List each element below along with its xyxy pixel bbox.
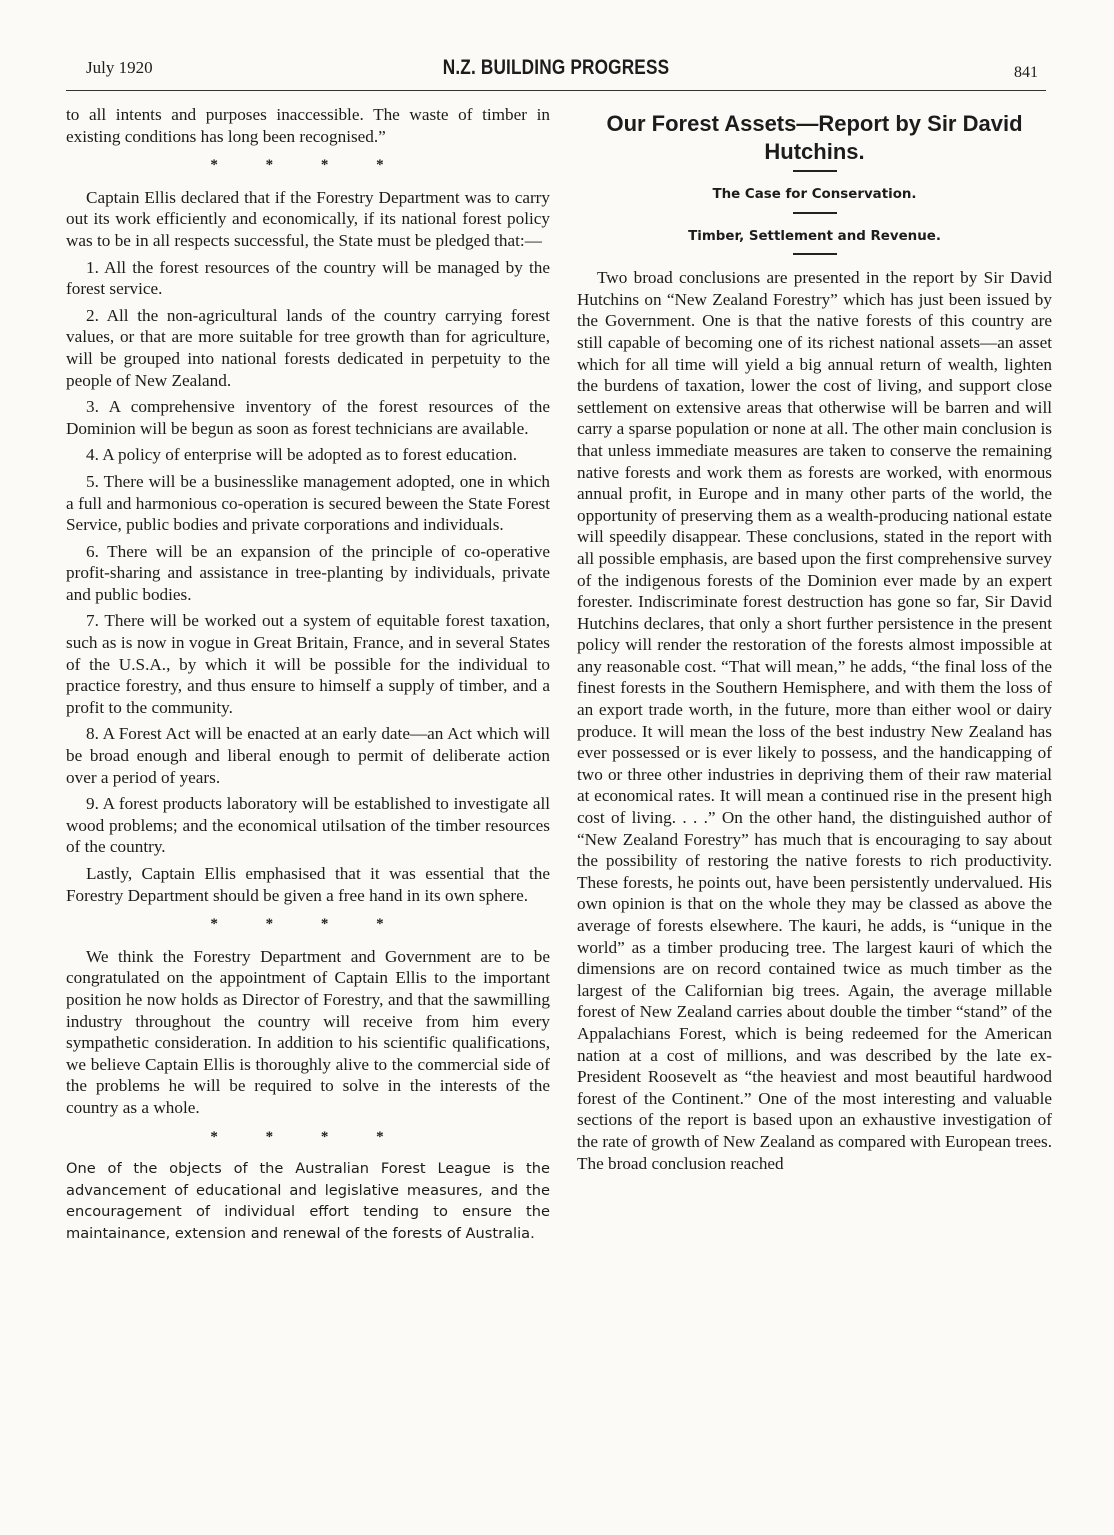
continued-paragraph: to all intents and purposes inaccessible. The waste of timber in existing conditions has long been recognised.” bbox=[66, 105, 550, 146]
divider-rule bbox=[793, 253, 837, 255]
publication-title: N.Z. BUILDING PROGRESS bbox=[442, 56, 670, 79]
pledge-item-2: 2. All the non-agricultural lands of the country carrying forest values, or that are more suitable for tree growth than for agriculture, will be grouped into national forests dedicated in perpetuity to the people of New Zealand. bbox=[66, 305, 550, 390]
pledge-item-7: 7. There will be worked out a system of equitable forest taxation, such as is now in vogue in Great Britain, France, and in several States of the U.S.A., by which it will be possible for the individual to practice forestry, and thus ensure to himself a supply of timber, and a profit to the community. bbox=[66, 611, 550, 717]
article-subtitle: The Case for Conservation. bbox=[712, 187, 917, 202]
article-subtitle: Timber, Settlement and Revenue. bbox=[688, 228, 941, 244]
pledge-item-1: 1. All the forest resources of the country will be managed by the forest service. bbox=[66, 257, 550, 299]
pledge-item-5: 5. There will be a businesslike management adopted, one in which a full and harmonious co-operation is secured beween the State Forest Service, public bodies and private corporations and individuals. bbox=[66, 471, 550, 535]
pledge-item-4: 4. A policy of enterprise will be adopted as to forest education. bbox=[86, 445, 518, 465]
pledge-item-6: 6. There will be an expansion of the principle of co-operative profit-sharing and assistance in tree-planting by individuals, private and public bodies. bbox=[66, 541, 550, 604]
editorial-paragraph: We think the Forestry Department and Government are to be congratulated on the appointment of Captain Ellis to the important position he now holds as Director of Forestry, and that the sawmilling industry throughout the country will receive from him every sympathetic consideration. In addition to his scientific qualifications, we believe Captain Ellis is thoroughly alive to the commercial side of the problems he will be required to solve in the interests of the country as a whole. bbox=[66, 946, 550, 1117]
page-number: 841 bbox=[1014, 64, 1038, 81]
section-divider-stars: * * * * bbox=[210, 1128, 406, 1145]
pledge-item-8: 8. A Forest Act will be enacted at an early date—an Act which will be broad enough and liberal enough to permit of deliberate action over a period of years. bbox=[66, 724, 550, 787]
article-body: Two broad conclusions are presented in the report by Sir David Hutchins on “New Zealand Forestry” which has just been issued by the Government. One is that the native forests of this country are still capable of becoming one of its richest national assets—an asset which for all time will yield a big annual return of wealth, lighten the burdens of taxation, lower the cost of living, and support close settlement on extensive areas that otherwise will be barren and will carry a sparse population or none at all. The other main conclusion is that unless immediate measures are taken to conserve the remaining native forests and work them as forests are worked, with enormous annual profit, in Europe and in many other parts of the world, the opportunity of preserving them as a wealth-producing national estate will speedily disappear. These conclusions, stated in the report with all possible emphasis, are based upon the first comprehensive survey of the indigenous forests of the Dominion ever made by an expert forester. Indiscriminate forest destruction has gone so far, Sir David Hutchins declares, that only a short further persistence in the present policy will render the restoration of the forests almost impossible at any reasonable cost. “That will mean,” he adds, “the final loss of the finest forests in the Southern Hemisphere, and with them the loss of an export trade worth, in the future, more than either wool or dairy produce. It will mean the loss of the best industry New Zealand has ever possessed or is ever likely to possess, and the handicapping of two or three other industries in depriving them of their raw material at economical rates. It will mean a continued rise in the present high cost of living. . . .” On the other hand, the distinguished author of “New Zealand Forestry” has much that is encouraging to say about the possibility of restoring the native forests to rich productivity. These forests, he points out, have been persistently undervalued. His own opinion is that on the whole they may be classed as above the average of forests elsewhere. The kauri, he adds, is “unique in the world” as a timber producing tree. The largest kauri of which the dimensions are on record contained twice as much timber as the largest of the Californian big trees. Again, the average millable forest of New Zealand carries about double the timber “stand” of the Appalachians Forest, which is being redeemed for the American nation at a cost of millions, and was described by the late ex-President Roosevelt as “the heaviest and most beautiful hardwood forest of the Continent.” One of the most interesting and valuable sections of the report is based upon an exhaustive investigation of the rate of growth of New Zealand as compared with European trees. The broad conclusion reached bbox=[577, 268, 1052, 1173]
article-title: Our Forest Assets—Report by Sir David Hutchins. bbox=[606, 111, 1023, 164]
lastly-paragraph: Lastly, Captain Ellis emphasised that it was essential that the Forestry Department should be given a free hand in its own sphere. bbox=[66, 864, 550, 905]
issue-date: July 1920 bbox=[86, 58, 153, 77]
forest-league-paragraph: One of the objects of the Australian Forest League is the advancement of educational and legislative measures, and the encouragement of individual effort tending to ensure the maintainance, extension and renewal of the forests of Australia. bbox=[66, 1160, 550, 1242]
left-column bbox=[66, 104, 550, 1249]
section-divider-stars: * * * * bbox=[210, 157, 406, 174]
pledge-item-3: 3. A comprehensive inventory of the forest resources of the Dominion will be begun as soon as forest technicians are available. bbox=[66, 397, 550, 438]
ellis-declaration-paragraph: Captain Ellis declared that if the Forestry Department was to carry out its work efficiently and economically, if its national forest policy was to be in all respects successful, the State must be pledged that:— bbox=[66, 187, 550, 250]
pledge-item-9: 9. A forest products laboratory will be established to investigate all wood problems; and the economical utilsation of the timber resources of the country. bbox=[66, 794, 550, 857]
running-header bbox=[66, 56, 1046, 91]
section-divider-stars: * * * * bbox=[210, 916, 406, 933]
divider-rule bbox=[793, 212, 837, 214]
right-column bbox=[577, 104, 1052, 1179]
divider-rule bbox=[793, 170, 837, 172]
